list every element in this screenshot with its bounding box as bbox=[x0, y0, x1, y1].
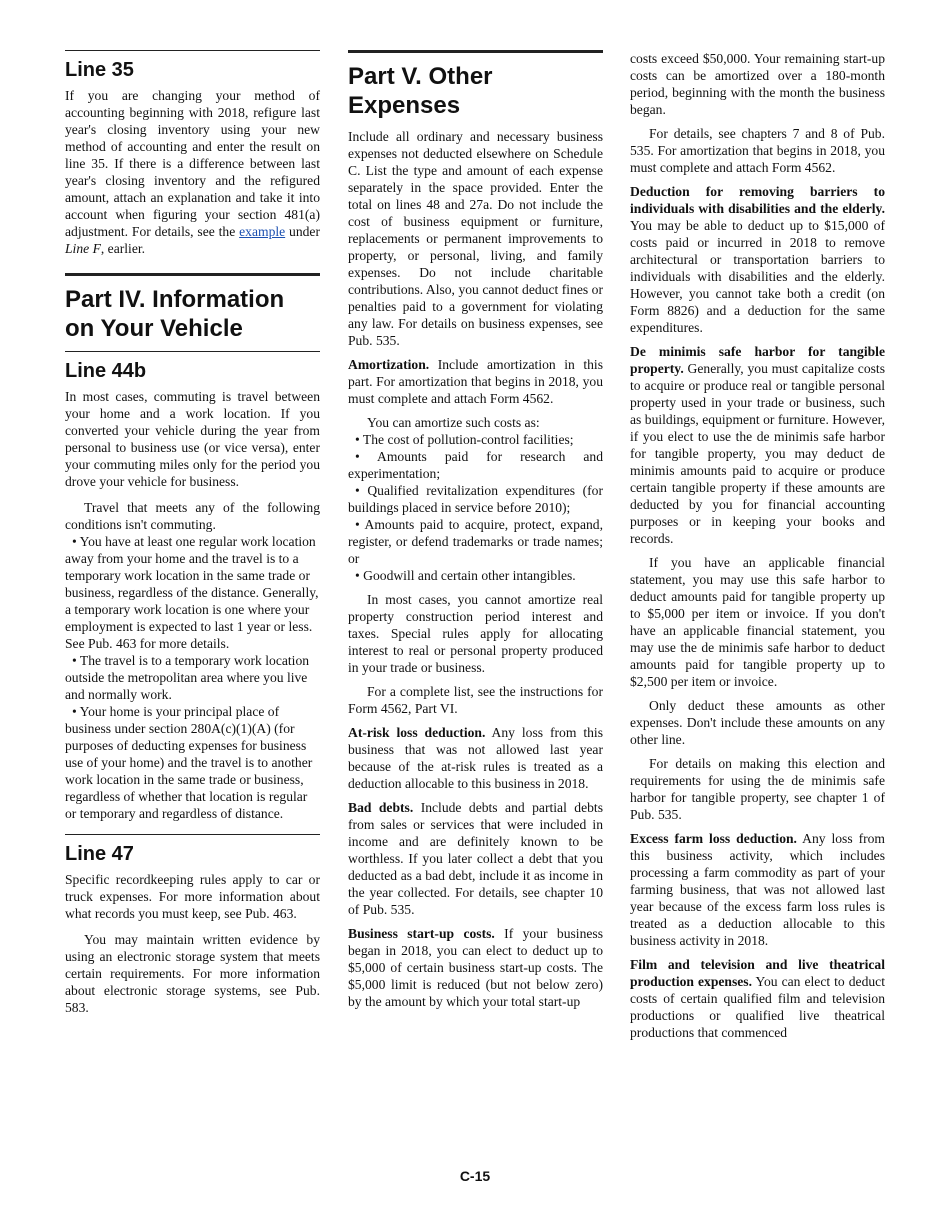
part5-heading: Part V. Other Expenses bbox=[348, 63, 493, 119]
list-item: • Qualified revitalization expenditures (for buildings placed in service before 2010); bbox=[348, 483, 603, 515]
list-item: • Amounts paid for research and experimentation; bbox=[348, 449, 603, 481]
deminimis-paragraph: Only deduct these amounts as other expenses. Don't include these amounts on any other line. bbox=[630, 698, 885, 747]
line35-paragraph: If you are changing your method of accounting beginning with 2018, refigure last year's closing inventory using your new method of accounting and enter the result on line 35. If there is a difference between last year's closing inventory and the refigured amount, attach an explanation and take it into account when figuring your section 481(a) adjustment. For details, see the example under Line F, earlier. bbox=[65, 88, 320, 256]
part5-intro: Include all ordinary and necessary business expenses not deducted elsewhere on Schedule C. List the type and amount of each expense separately in the space provided. Enter the total on lines 48 and 27a. Do not include the cost of business equipment or furniture, replacements or permanent improvements to property, or personal, living, and family expenses. Do not include charitable contributions. Also, you cannot deduct fines or penalties paid to a government for violating any law. For details on business expenses, see Pub. 535. bbox=[348, 129, 603, 348]
list-item: • You have at least one regular work location away from your home and the travel is to a temporary work location in the same trade or business, regardless of the distance. Generally, a temporary work location is one where your employment is expected to last 1 year or less. See Pub. 463 for more details. bbox=[65, 534, 319, 651]
amortization-paragraph: For a complete list, see the instructions for Form 4562, Part VI. bbox=[348, 684, 603, 716]
list-item: • Your home is your principal place of business under section 280A(c)(1)(A) (for purposes of deducting expenses for business use of your home) and the travel is to another work location in the same trade or business, regardless of whether that location is regular or temporary and regardless of distance. bbox=[65, 704, 313, 821]
deminimis-paragraph: If you have an applicable financial statement, you may use this safe harbor to deduct amounts paid for tangible property up to $5,000 per item or invoice. If you don't have an applicable financial statement, you may use the de minimis safe harbor to deduct amounts paid for tangible property up to $2,500 per item or invoice. bbox=[630, 555, 885, 689]
section-divider bbox=[65, 50, 320, 51]
atrisk-paragraph: At-risk loss deduction. Any loss from this business that was not allowed last year because of the at-risk rules is treated as a deduction allocable to this business in 2018. bbox=[348, 725, 603, 791]
startup-paragraph: For details, see chapters 7 and 8 of Pub. 535. For amortization that begins in 2018, you must complete and attach Form 4562. bbox=[630, 126, 885, 175]
part-divider bbox=[65, 273, 320, 276]
list-item: • Goodwill and certain other intangibles. bbox=[355, 568, 576, 583]
line35-heading: Line 35 bbox=[65, 59, 134, 81]
bad-debts-paragraph: Bad debts. Include debts and partial debts from sales or services that were included in income and are definitely known to be worthless. If you later collect a debt that you deducted as a bad debt, include it as income in the year collected. For details, see chapter 10 of Pub. 535. bbox=[348, 800, 603, 917]
amortization-paragraph: In most cases, you cannot amortize real property construction period interest and taxes. Special rules apply for allocating interest to real or personal property produced in your trade or business. bbox=[348, 592, 603, 675]
barriers-paragraph: Deduction for removing barriers to individuals with disabilities and the elderly. You may be able to deduct up to $15,000 of costs paid or incurred in 2018 to remove architectural or transportation barriers to individuals with disabilities and the elderly. However, you cannot take both a credit (on Form 8826) and a deduction for the same expenditures. bbox=[630, 184, 885, 335]
part-divider bbox=[348, 50, 603, 53]
list-item: • Amounts paid to acquire, protect, expand, register, or defend trademarks or trade names; or bbox=[348, 517, 603, 566]
line47-heading: Line 47 bbox=[65, 843, 134, 865]
list-item: • The travel is to a temporary work location outside the metropolitan area where you live and normally work. bbox=[65, 653, 310, 702]
example-link[interactable]: example bbox=[239, 224, 286, 239]
amortization-list-intro: You can amortize such costs as: bbox=[367, 415, 540, 430]
film-paragraph: Film and television and live theatrical production expenses. You can elect to deduct costs of certain qualified film and television productions or qualified live theatrical productions that commenced bbox=[630, 957, 885, 1040]
page-number: C-15 bbox=[459, 1168, 491, 1184]
column-middle bbox=[348, 50, 603, 1017]
farm-loss-paragraph: Excess farm loss deduction. Any loss from this business activity, which includes processing a farm commodity as part of your farming business, that was not allowed last year because of the excess farm loss rules is treated as a deduction allocable to this business activity in 2018. bbox=[630, 831, 885, 948]
deminimis-paragraph: De minimis safe harbor for tangible property. Generally, you must capitalize costs to acquire or produce real or tangible personal property used in your trade or business, such as buildings, equipment or furniture. However, if you elect to use the de minimis safe harbor for tangible property, you may deduct de minimis amounts paid to acquire or produce certain tangible property if these amounts are deducted by you for financial accounting purposes or in keeping your books and records. bbox=[630, 344, 885, 546]
amortization-paragraph: Amortization. Include amortization in this part. For amortization that begins in 2018, you must complete and attach Form 4562. bbox=[348, 357, 603, 406]
deminimis-paragraph: For details on making this election and requirements for using the de minimis safe harbor for tangible property, see chapter 1 of Pub. 535. bbox=[630, 756, 885, 822]
part4-heading: Part IV. Information on Your Vehicle bbox=[65, 286, 285, 342]
line44b-heading: Line 44b bbox=[65, 360, 147, 382]
line44b-paragraph: In most cases, commuting is travel between your home and a work location. If you converted your vehicle during the year from personal to business use (or vice versa), enter your commuting miles only for the period you drove your vehicle for business. bbox=[65, 389, 320, 489]
line47-paragraph: Specific recordkeeping rules apply to car or truck expenses. For more information about what records you must keep, see Pub. 463. bbox=[65, 872, 320, 921]
column-left bbox=[65, 50, 320, 1023]
line44b-conditions: Travel that meets any of the following conditions isn't commuting. bbox=[65, 500, 320, 532]
section-divider bbox=[65, 351, 320, 352]
line47-paragraph: You may maintain written evidence by using an electronic storage system that meets certain requirements. For more information about electronic storage systems, see Pub. 583. bbox=[65, 932, 320, 1015]
startup-paragraph: Business start-up costs. If your business began in 2018, you can elect to deduct up to $5,000 of certain business start-up costs. The $5,000 limit is reduced (but not below zero) by the amount by which your total start-up bbox=[348, 926, 603, 1009]
column-right bbox=[630, 50, 885, 1048]
list-item: • The cost of pollution-control facilities; bbox=[355, 432, 574, 447]
section-divider bbox=[65, 834, 320, 835]
startup-continued: costs exceed $50,000. Your remaining start-up costs can be amortized over a 180-month period, beginning with the month the business began. bbox=[630, 51, 885, 117]
